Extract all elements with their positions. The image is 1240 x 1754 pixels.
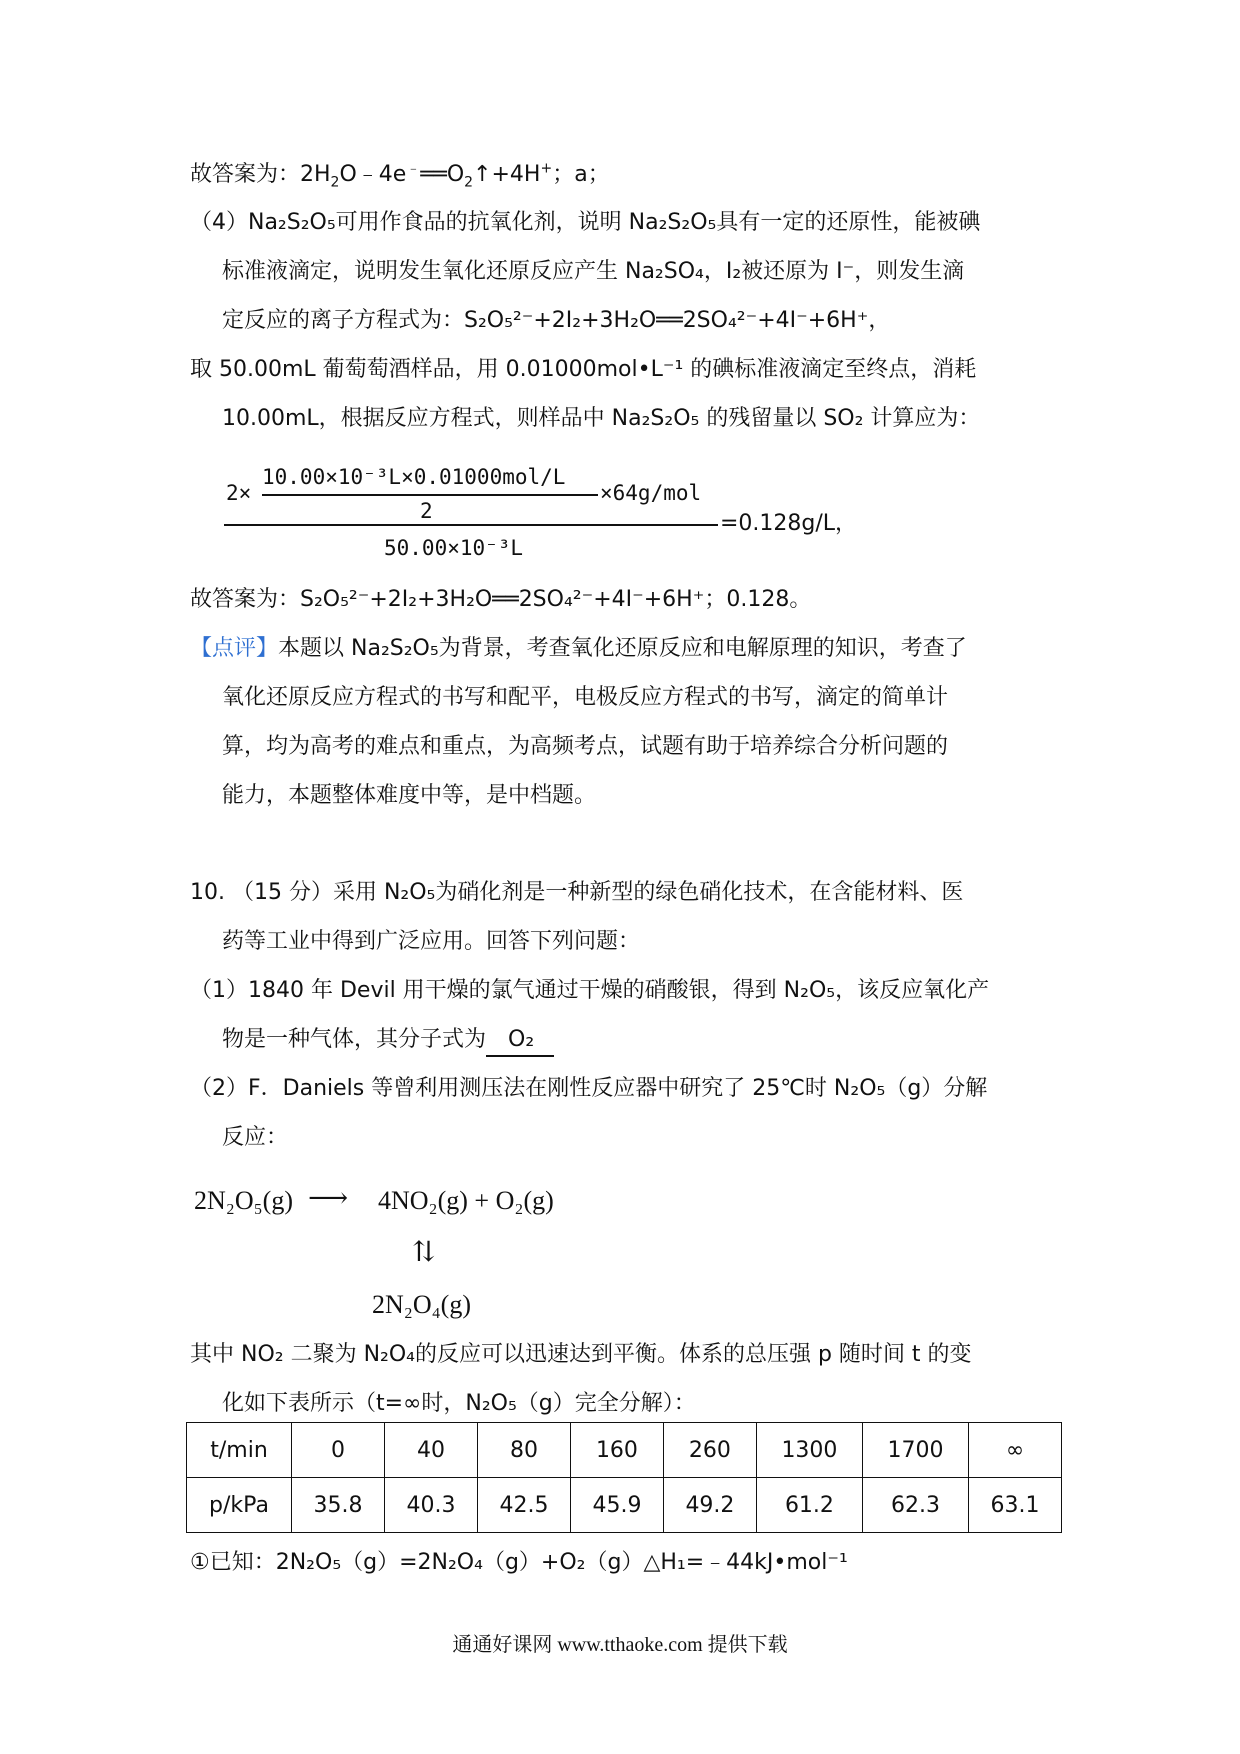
comment-line-3: 算，均为高考的难点和重点，为高频考点，试题有助于培养综合分析问题的 xyxy=(222,734,949,759)
q10-part1-line-1: （1）1840 年 Devil 用干燥的氯气通过干燥的硝酸银，得到 N₂O₅，该反应氧化产 xyxy=(190,978,990,1003)
calc-result: =0.128g/L， xyxy=(720,511,858,536)
table-cell: 40.3 xyxy=(384,1478,477,1533)
comment-line-4: 能力，本题整体难度中等，是中档题。 xyxy=(222,783,597,808)
answer-text: O﹣4e xyxy=(339,162,407,187)
superscript: ﹣ xyxy=(406,160,421,177)
reaction-bottom: 2N₂O₄(g) xyxy=(372,1290,471,1319)
table-cell: 35.8 xyxy=(292,1478,385,1533)
table-cell: 1300 xyxy=(756,1423,862,1478)
q10-part2-line-2: 反应： xyxy=(222,1125,289,1150)
reaction-right: 4NO₂(g) + O₂(g) xyxy=(378,1186,554,1215)
table-cell: 0 xyxy=(292,1423,385,1478)
calc-denominator: 50.00×10⁻³L xyxy=(384,536,524,560)
answer-text: ══O xyxy=(420,162,465,187)
table-cell: ∞ xyxy=(968,1423,1061,1478)
comment-text: 本题以 Na₂S₂O₅为背景，考查氧化还原反应和电解原理的知识，考查了 xyxy=(278,636,967,661)
table-cell: 260 xyxy=(663,1423,756,1478)
answer-blank: O₂ xyxy=(486,1027,554,1057)
table-cell: 61.2 xyxy=(756,1478,862,1533)
subscript: 2 xyxy=(464,174,474,191)
page-footer: 通通好课网 www.tthaoke.com 提供下载 xyxy=(452,1634,788,1656)
table-cell: 42.5 xyxy=(477,1478,570,1533)
table-cell: 63.1 xyxy=(968,1478,1061,1533)
answer-text: ；a； xyxy=(552,162,610,187)
table-cell: 80 xyxy=(477,1423,570,1478)
q4-line-1: （4）Na₂S₂O₅可用作食品的抗氧化剂，说明 Na₂S₂O₅具有一定的还原性，能被碘 xyxy=(190,210,981,235)
table-header-cell: t/min xyxy=(187,1423,292,1478)
answer-text: ↑+4H xyxy=(473,162,541,187)
subscript: 2 xyxy=(330,174,340,191)
table-header-cell: p/kPa xyxy=(187,1478,292,1533)
q4-line-2: 标准液滴定，说明发生氧化还原反应产生 Na₂SO₄，I₂被还原为 I⁻，则发生滴 xyxy=(222,259,965,284)
outer-fraction-bar xyxy=(224,524,718,526)
comment-line-2: 氧化还原反应方程式的书写和配平，电极反应方程式的书写，滴定的简单计 xyxy=(222,685,949,710)
calc-numerator: 10.00×10⁻³L×0.01000mol/L xyxy=(262,465,566,489)
description-line-2: 化如下表所示（t=∞时，N₂O₅（g）完全分解）： xyxy=(222,1391,696,1416)
pressure-time-table xyxy=(186,1422,1062,1533)
description-line-1: 其中 NO₂ 二聚为 N₂O₄的反应可以迅速达到平衡。体系的总压强 p 随时间 t 的变 xyxy=(190,1342,972,1367)
q10-part1-line-2 xyxy=(222,1025,554,1057)
q10-line-2: 药等工业中得到广泛应用。回答下列问题： xyxy=(222,929,641,954)
question-text: 物是一种气体，其分子式为 xyxy=(222,1027,487,1052)
calc-times: ×64g/mol xyxy=(600,481,702,505)
comment-line-1 xyxy=(190,634,967,664)
q4-line-4: 取 50.00mL 葡萄萄酒样品，用 0.01000mol•L⁻¹ 的碘标准液滴定至终点，消耗 xyxy=(190,357,977,382)
q4-line-3: 定反应的离子方程式为：S₂O₅²⁻+2I₂+3H₂O══2SO₄²⁻+4I⁻+6H⁺， xyxy=(222,308,891,333)
reaction-arrow-icon: ⟶ xyxy=(308,1183,349,1214)
answer-line-2: 故答案为：S₂O₅²⁻+2I₂+3H₂O══2SO₄²⁻+4I⁻+6H⁺；0.128。 xyxy=(190,587,812,612)
table-cell: 160 xyxy=(570,1423,663,1478)
q10-part2-line-1: （2）F．Daniels 等曾利用测压法在刚性反应器中研究了 25℃时 N₂O₅（g）分解 xyxy=(190,1076,988,1101)
table-cell: 49.2 xyxy=(663,1478,756,1533)
table-cell: 45.9 xyxy=(570,1478,663,1533)
known-line: ①已知：2N₂O₅（g）=2N₂O₄（g）+O₂（g）△H₁=﹣44kJ•mol⁻¹ xyxy=(190,1550,848,1575)
q4-line-5: 10.00mL，根据反应方程式，则样品中 Na₂S₂O₅ 的残留量以 SO₂ 计算应为： xyxy=(222,406,981,431)
calc-inner-denominator: 2 xyxy=(420,499,433,523)
equilibrium-arrow-icon: ⇅ xyxy=(412,1237,436,1268)
answer-line-1 xyxy=(190,160,610,190)
table-cell: 1700 xyxy=(862,1423,968,1478)
superscript: + xyxy=(540,160,553,177)
q10-line-1: 10. （15 分）采用 N₂O₅为硝化剂是一种新型的绿色硝化技术，在含能材料、医 xyxy=(190,880,964,905)
table-row xyxy=(187,1423,1062,1478)
calc-2x: 2× xyxy=(226,481,252,505)
answer-text: 故答案为：2H xyxy=(190,162,331,187)
reaction-left: 2N₂O₅(g) xyxy=(194,1186,293,1215)
table-row xyxy=(187,1478,1062,1533)
table-cell: 62.3 xyxy=(862,1478,968,1533)
table-cell: 40 xyxy=(384,1423,477,1478)
comment-tag: 【点评】 xyxy=(190,636,279,661)
